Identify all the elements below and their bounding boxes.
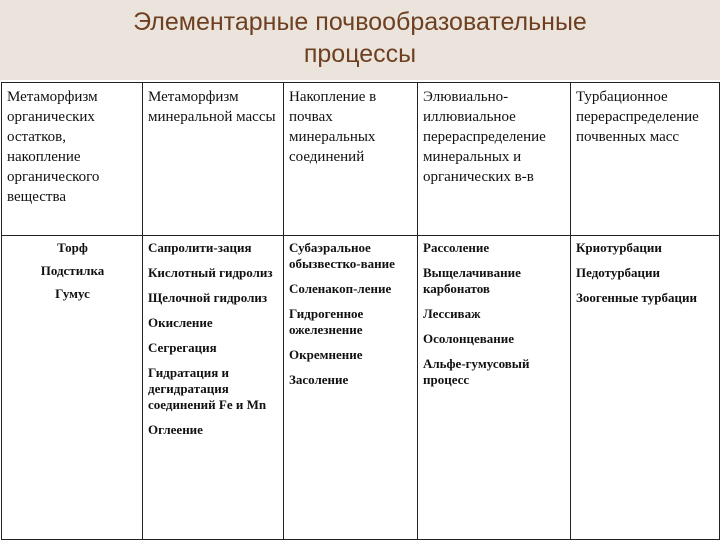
process-item: Окремнение (289, 347, 363, 362)
title-line-1: Элементарные почвообразовательные (133, 8, 587, 36)
process-item: Подстилка (40, 263, 105, 278)
process-item: Криотурбации (576, 240, 662, 255)
process-item: Гумус (55, 286, 90, 301)
processes-table (1, 82, 720, 540)
table-header-row (2, 83, 720, 236)
process-list-cell (284, 236, 418, 540)
process-item: Осолонцевание (423, 331, 515, 346)
process-item: Субаэральное обызвестко-вание (289, 240, 395, 271)
process-item: Педотурбации (576, 265, 661, 280)
header-cell-organic: Метаморфизм органических остатков, накопление органического вещества (2, 83, 143, 236)
process-item: Гидратация и дегидратация соединений Fe и Mn (148, 365, 267, 412)
process-list-cell (571, 236, 720, 540)
process-item: Торф (57, 240, 88, 255)
process-item: Кислотный гидролиз (148, 265, 273, 280)
process-item: Сапролити-зация (148, 240, 252, 255)
process-item: Оглеение (148, 422, 203, 437)
process-list-cell (418, 236, 571, 540)
process-item: Выщелачивание карбонатов (423, 265, 521, 296)
process-item: Соленакоп-ление (289, 281, 392, 296)
header-cell-mineral: Метаморфизм минеральной массы (143, 83, 284, 236)
process-item: Засоление (289, 372, 349, 387)
process-item: Зоогенные турбации (576, 290, 697, 305)
header-cell-turbation: Турбационное перераспределение почвенных масс (571, 83, 720, 236)
process-item: Лессиваж (423, 306, 481, 321)
process-item: Щелочной гидролиз (148, 290, 268, 305)
slide-title (0, 6, 720, 70)
process-item: Окисление (148, 315, 213, 330)
process-item: Альфе-гумусовый процесс (423, 356, 530, 387)
title-line-2: процессы (303, 40, 417, 68)
process-list-cell (2, 236, 143, 540)
header-cell-accumulation: Накопление в почвах минеральных соединений (284, 83, 418, 236)
table-body-row (2, 236, 720, 540)
process-item: Рассоление (423, 240, 490, 255)
process-item: Гидрогенное ожелезнение (289, 306, 364, 337)
process-list-cell (143, 236, 284, 540)
process-item: Сегрегация (148, 340, 217, 355)
header-cell-eluvial: Элювиально-иллювиальное перераспределение минеральных и органических в-в (418, 83, 571, 236)
